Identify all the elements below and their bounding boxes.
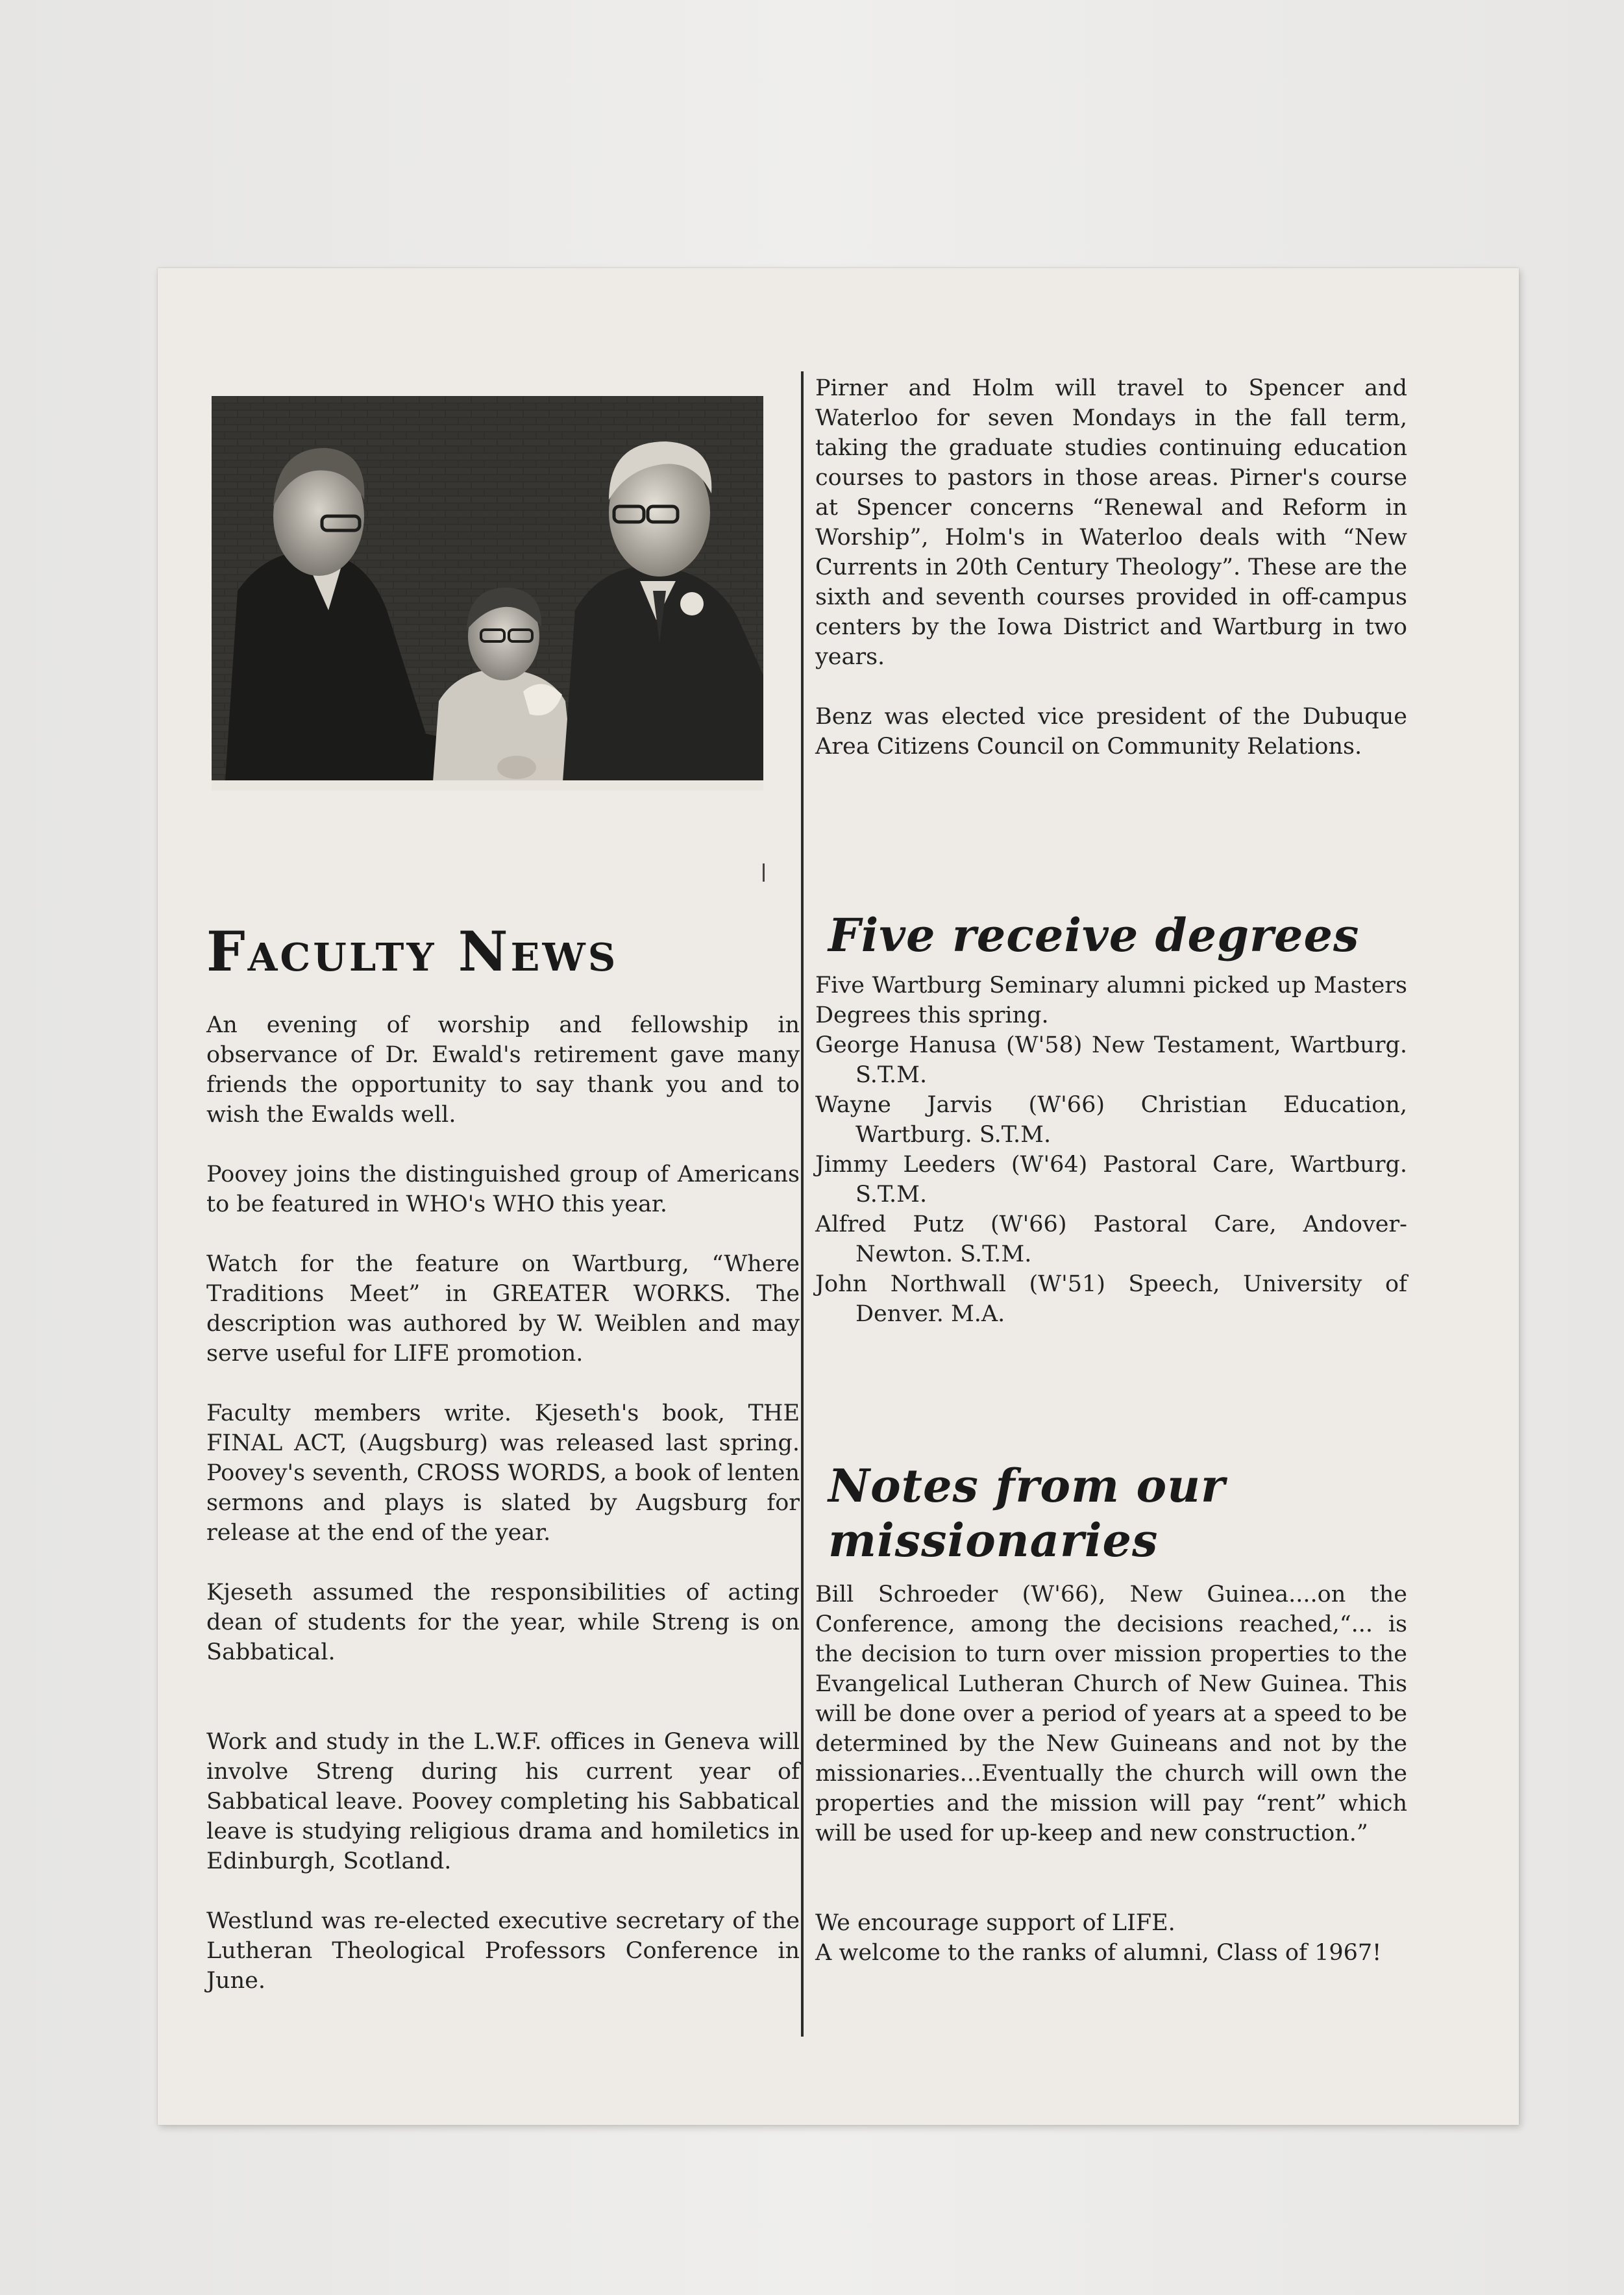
handshake-photo <box>212 396 763 791</box>
photo-illustration <box>212 396 763 791</box>
print-mark <box>763 863 765 882</box>
faculty-news-paragraph-7: Westlund was re-elected executive secretary of the Lutheran Theological Professors Conference in June. <box>206 1908 800 1994</box>
benz-paragraph: Benz was elected vice president of the Dubuque Area Citizens Council on Community Relations. <box>815 704 1407 760</box>
missionaries-heading: Notes from our missionaries <box>828 1459 1225 1567</box>
faculty-news-paragraph-1: An evening of worship and fellowship in observance of Dr. Ewald's retirement gave many friends the opportunity to say thank you and to wish the Ewalds well. <box>206 1012 800 1128</box>
degrees-heading: Five receive degrees <box>828 908 1360 962</box>
faculty-news-paragraph-6: Work and study in the L.W.F. offices in Geneva will involve Streng during his current year of Sabbatical leave. Poovey completing his Sabbatical leave is studying religious drama and homiletics in Edinburgh, Scotland. <box>206 1729 800 1874</box>
missionaries-paragraph: Bill Schroeder (W'66), New Guinea....on the Conference, among the decisions reached,“... is the decision to turn over mission properties to the Evangelical Lutheran Church of New Guinea. This will be done over a period of years at a speed to be determined by the New Guineans and not by the missionaries...Eventually the church will own the properties and the mission will pay “rent” which will be used for up-keep and new construction.” <box>815 1582 1407 1846</box>
faculty-news-paragraph-5: Kjeseth assumed the responsibilities of acting dean of students for the year, while Streng is on Sabbatical. <box>206 1580 800 1665</box>
faculty-news-paragraph-3: Watch for the feature on Wartburg, “Where Traditions Meet” in GREATER WORKS. The description was authored by W. Weiblen and may serve useful for LIFE promotion. <box>206 1251 800 1367</box>
degree-entry-1: George Hanusa (W'58) New Testament, Wartburg. S.T.M. <box>815 1032 1407 1088</box>
closing-welcome-line: A welcome to the ranks of alumni, Class of 1967! <box>815 1940 1382 1966</box>
left-column <box>206 921 800 1996</box>
right-column <box>815 373 1407 1968</box>
faculty-news-paragraph-2: Poovey joins the distinguished group of Americans to be featured in WHO's WHO this year. <box>206 1161 800 1217</box>
degree-entry-5: John Northwall (W'51) Speech, University of Denver. M.A. <box>815 1271 1407 1327</box>
faculty-news-paragraph-4: Faculty members write. Kjeseth's book, THE FINAL ACT, (Augsburg) was released last spring. Poovey's seventh, CROSS WORDS, a book of lenten sermons and plays is slated by Augsburg for release at the end of the year. <box>206 1400 800 1546</box>
degree-entry-4: Alfred Putz (W'66) Pastoral Care, Andover-Newton. S.T.M. <box>815 1211 1407 1267</box>
degree-entry-3: Jimmy Leeders (W'64) Pastoral Care, Wartburg. S.T.M. <box>815 1152 1407 1208</box>
degree-entry-2: Wayne Jarvis (W'66) Christian Education, Wartburg. S.T.M. <box>815 1092 1407 1148</box>
closing-support-line: We encourage support of LIFE. <box>815 1910 1175 1936</box>
courses-paragraph: Pirner and Holm will travel to Spencer and Waterloo for seven Mondays in the fall term, taking the graduate studies continuing education courses to pastors in those areas. Pirner's course at Spencer concerns “Renewal and Reform in Worship”, Holm's in Waterloo deals with “New Currents in 20th Century Theology”. These are the sixth and seventh courses provided in off-campus centers by the Iowa District and Wartburg in two years. <box>815 375 1407 670</box>
degrees-intro: Five Wartburg Seminary alumni picked up Masters Degrees this spring. <box>815 973 1407 1028</box>
column-divider <box>801 371 804 2037</box>
faculty-news-heading: Faculty News <box>206 919 619 984</box>
